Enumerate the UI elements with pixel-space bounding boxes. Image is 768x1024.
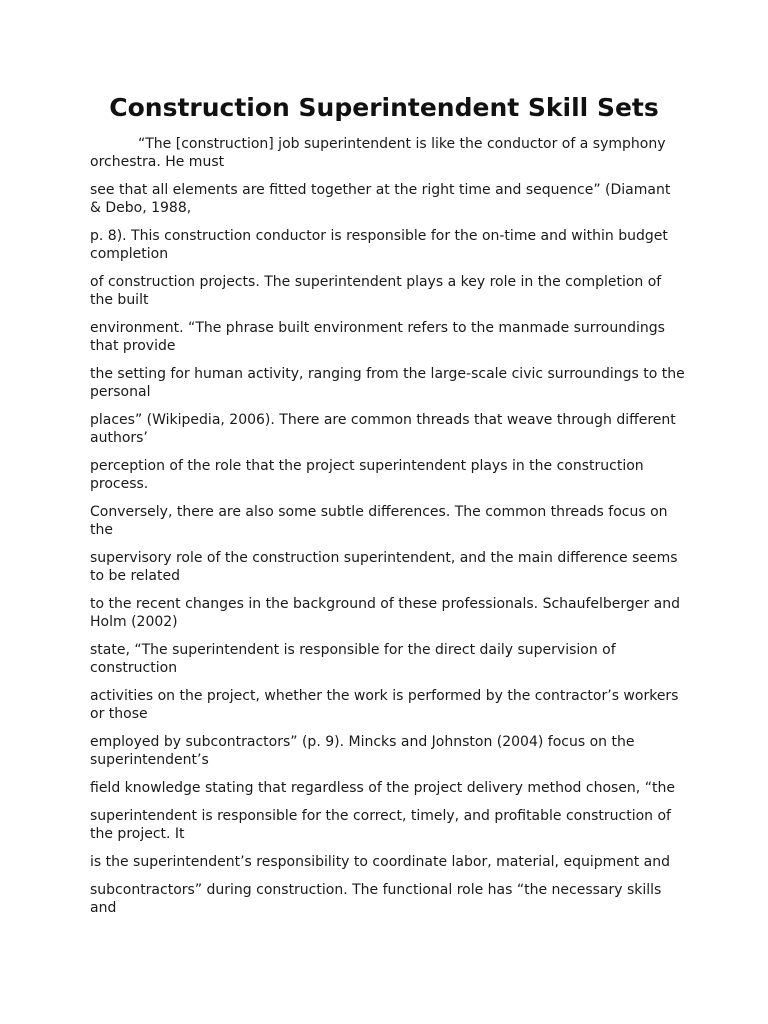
text-line: superintendent’s (90, 752, 209, 768)
paragraph (90, 595, 690, 631)
paragraph (90, 411, 690, 447)
paragraph (90, 503, 690, 539)
paragraph (90, 365, 690, 401)
text-line: authors’ (90, 430, 148, 446)
text-line: that provide (90, 338, 176, 354)
text-line: p. 8). This construction conductor is responsible for the on-time and within budget (90, 228, 668, 244)
text-line: construction (90, 660, 178, 676)
paragraph (90, 853, 690, 871)
paragraph (90, 319, 690, 355)
paragraph (90, 687, 690, 723)
text-line: supervisory role of the construction superintendent, and the main difference seems (90, 550, 678, 566)
text-line: superintendent is responsible for the correct, timely, and profitable construction of (90, 808, 671, 824)
text-line: of construction projects. The superintendent plays a key role in the completion of (90, 274, 662, 290)
paragraph (90, 881, 690, 917)
text-line: see that all elements are fitted together at the right time and sequence” (Diamant (90, 182, 671, 198)
paragraph (90, 733, 690, 769)
document-body (90, 135, 690, 927)
text-line: and (90, 900, 117, 916)
text-line: “The [construction] job superintendent is like the conductor of a symphony (138, 136, 666, 152)
text-line: Conversely, there are also some subtle differences. The common threads focus on (90, 504, 668, 520)
text-line: subcontractors” during construction. The functional role has “the necessary skills (90, 882, 662, 898)
text-line: & Debo, 1988, (90, 200, 192, 216)
text-line: to be related (90, 568, 180, 584)
text-line: field knowledge stating that regardless of the project delivery method chosen, “the (90, 780, 675, 796)
text-line: the project. It (90, 826, 185, 842)
text-line: personal (90, 384, 151, 400)
paragraph (90, 181, 690, 217)
paragraph (90, 641, 690, 677)
text-line: employed by subcontractors” (p. 9). Mincks and Johnston (2004) focus on the (90, 734, 635, 750)
paragraph (90, 549, 690, 585)
text-line: the (90, 522, 113, 538)
text-line: to the recent changes in the background of these professionals. Schaufelberger and (90, 596, 680, 612)
text-line: activities on the project, whether the work is performed by the contractor’s workers (90, 688, 679, 704)
text-line: or those (90, 706, 148, 722)
text-line: the setting for human activity, ranging from the large-scale civic surroundings to the (90, 366, 685, 382)
text-line: places” (Wikipedia, 2006). There are common threads that weave through different (90, 412, 676, 428)
text-line: completion (90, 246, 169, 262)
paragraph (90, 135, 690, 171)
text-line: is the superintendent’s responsibility to coordinate labor, material, equipment and (90, 854, 671, 870)
paragraph (90, 227, 690, 263)
text-line: Holm (2002) (90, 614, 178, 630)
text-line: process. (90, 476, 149, 492)
text-line: environment. “The phrase built environment refers to the manmade surroundings (90, 320, 665, 336)
paragraph (90, 807, 690, 843)
text-line: the built (90, 292, 149, 308)
text-line: orchestra. He must (90, 154, 225, 170)
paragraph (90, 457, 690, 493)
text-line: state, “The superintendent is responsible for the direct daily supervision of (90, 642, 616, 658)
paragraph (90, 779, 690, 797)
paragraph (90, 273, 690, 309)
document-title: Construction Superintendent Skill Sets (109, 93, 659, 122)
text-line: perception of the role that the project superintendent plays in the construction (90, 458, 644, 474)
